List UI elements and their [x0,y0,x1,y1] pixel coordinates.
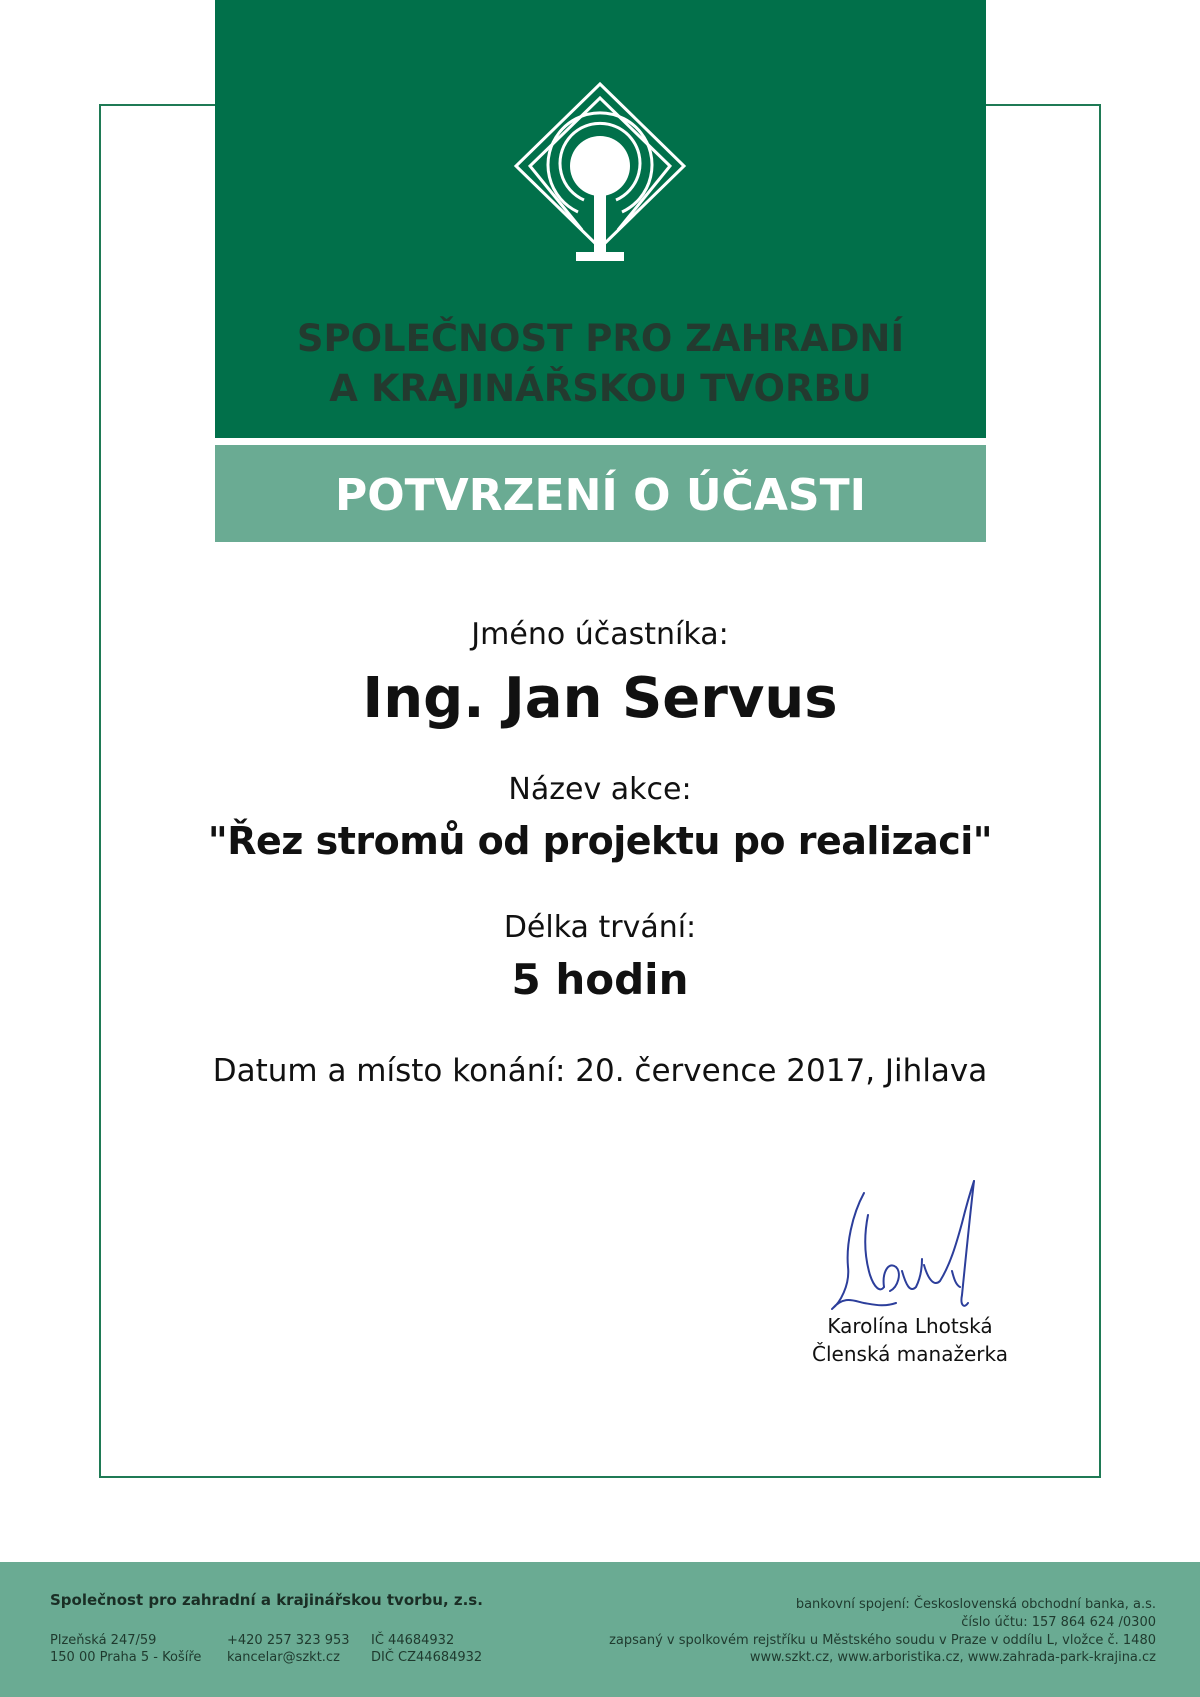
footer-dic: DIČ CZ44684932 [371,1650,483,1665]
footer-organization: Společnost pro zahradní a krajinářskou tvorbu, z.s. [50,1591,483,1609]
footer-address-line2: 150 00 Praha 5 - Košíře [50,1650,202,1665]
footer-address-line1: Plzeňská 247/59 [50,1633,157,1648]
event-label: Název akce: [508,772,692,807]
duration-value: 5 hodin [511,955,689,1004]
footer-bank: bankovní spojení: Československá obchodní banka, a.s. [795,1597,1156,1612]
participant-label: Jméno účastníka: [471,617,729,652]
footer-phone: +420 257 323 953 [227,1633,350,1648]
signer-role: Členská manažerka [812,1342,1008,1366]
duration-label: Délka trvání: [503,910,697,945]
signer-name: Karolína Lhotská [827,1314,993,1338]
organization-name-line2: A KRAJINÁŘSKOU TVORBU [329,367,872,410]
organization-name [215,314,986,414]
footer-email: kancelar@szkt.cz [227,1650,340,1665]
date-and-place: Datum a místo konání: 20. července 2017, Jihlava [212,1053,988,1089]
organization-name-line1: SPOLEČNOST PRO ZAHRADNÍ [296,317,905,360]
handwritten-signature [824,1175,994,1315]
tree-in-diamond-icon [512,80,688,266]
footer-account: číslo účtu: 157 864 624 /0300 [961,1615,1156,1630]
participant-name: Ing. Jan Servus [362,666,838,731]
footer-ic: IČ 44684932 [371,1633,455,1648]
event-name: "Řez stromů od projektu po realizaci" [207,819,993,863]
footer-registry: zapsaný v spolkovém rejstříku u Městského soudu v Praze v oddílu L, vložce č. 1480 [609,1633,1156,1648]
footer-websites: www.szkt.cz, www.arboristika.cz, www.zahrada-park-krajina.cz [749,1650,1156,1665]
certificate-title: POTVRZENÍ O ÚČASTI [335,470,866,521]
